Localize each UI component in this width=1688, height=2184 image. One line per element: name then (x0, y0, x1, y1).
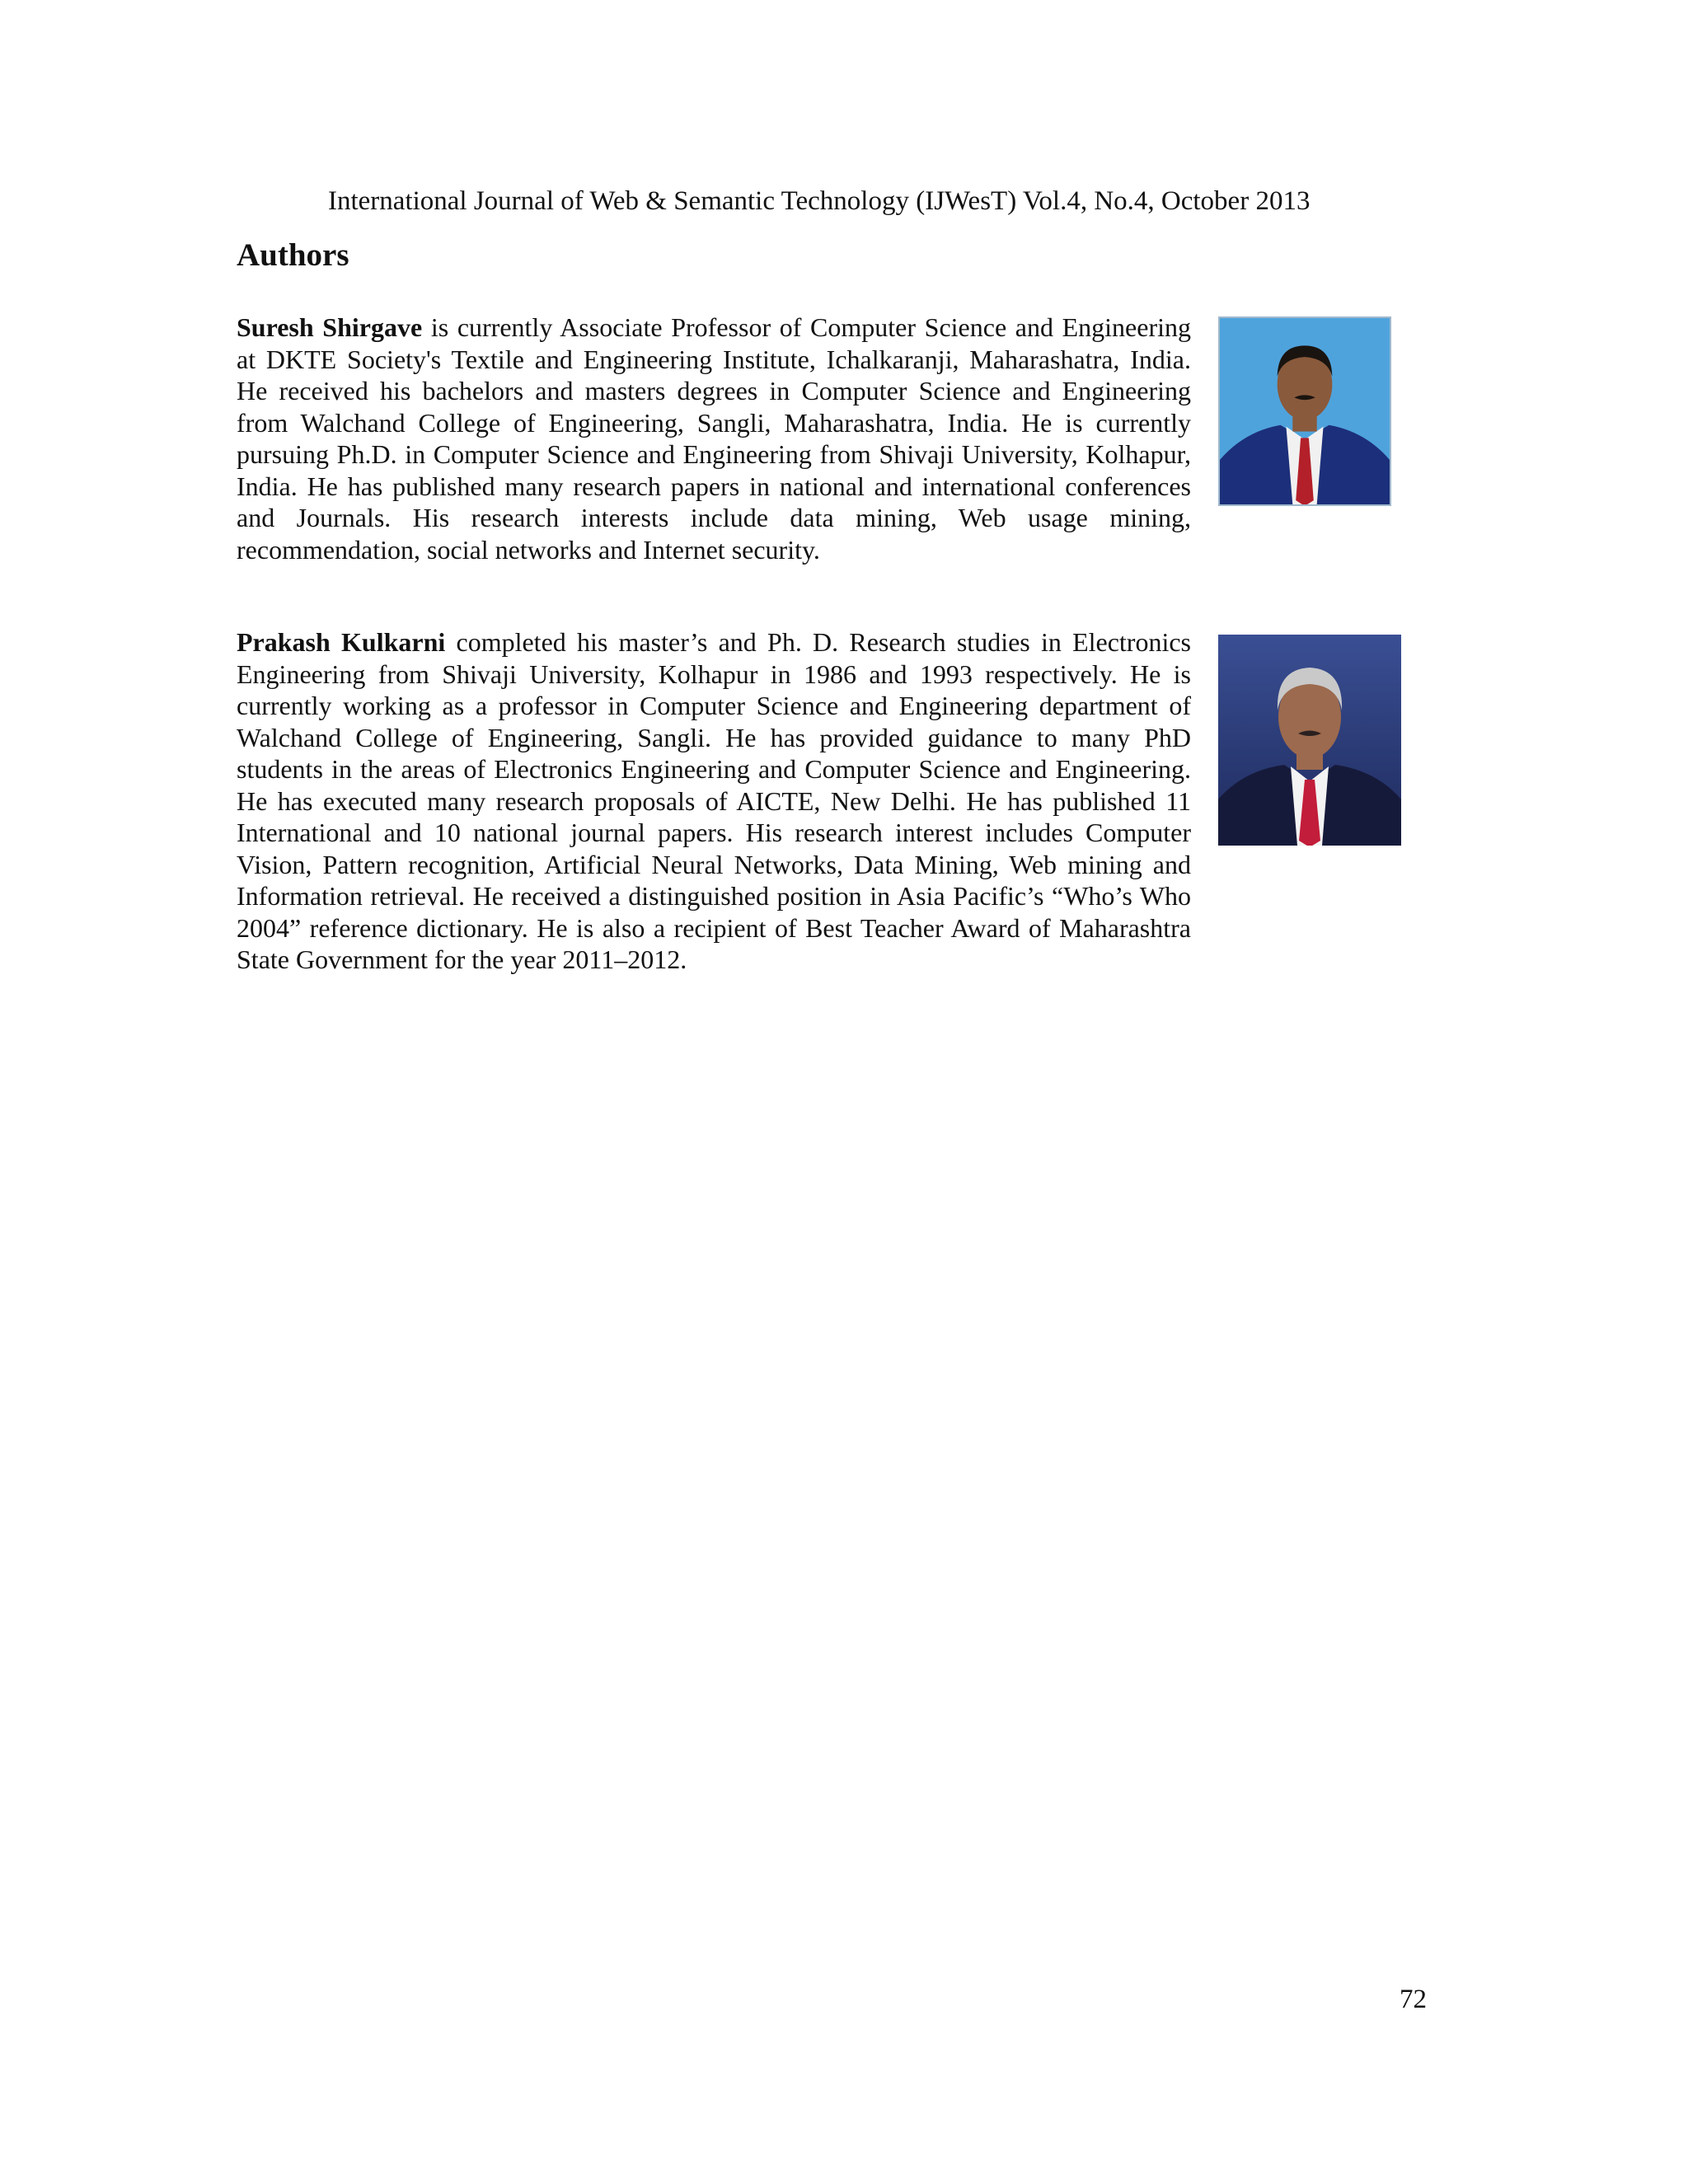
author-name-1: Suresh Shirgave (237, 312, 423, 342)
running-header: International Journal of Web & Semantic Technology (IJWesT) Vol.4, No.4, October 2013 (328, 186, 1311, 216)
author-photo-1 (1218, 316, 1391, 506)
page-number: 72 (1400, 1985, 1427, 2014)
author-bio-text-1: is currently Associate Professor of Computer Science and Engineering at DKTE Society's Textile and Engineering Institute, Ichalkaranji, Maharashatra, India. He received his bachelors and masters degrees in Computer Science and Engineering from Walchand College of Engineering, Sangli, Maharashatra, India. He is currently pursuing Ph.D. in Computer Science and Engineering from Shivaji University, Kolhapur, India. He has published many research papers in national and international conferences and Journals. His research interests include data mining, Web usage mining, recommendation, social networks and Internet security. (237, 312, 1192, 565)
author-photo-2 (1218, 635, 1401, 846)
author-bio-2 (237, 626, 1191, 976)
section-heading: Authors (237, 237, 349, 273)
author-name-2: Prakash Kulkarni (237, 627, 446, 657)
author-bio-text-2: completed his master’s and Ph. D. Research studies in Electronics Engineering from Shivaji University, Kolhapur in 1986 and 1993 respectively. He is currently working as a professor in Computer Science and Engineering department of Walchand College of Engineering, Sangli. He has provided guidance to many PhD students in the areas of Electronics Engineering and Computer Science and Engineering. He has executed many research proposals of AICTE, New Delhi. He has published 11 International and 10 national journal papers. His research interest includes Computer Vision, Pattern recognition, Artificial Neural Networks, Data Mining, Web mining and Information retrieval. He received a distinguished position in Asia Pacific’s “Who’s Who 2004” reference dictionary. He is also a recipient of Best Teacher Award of Maharashtra State Government for the year 2011–2012. (237, 627, 1192, 974)
author-bio-1 (237, 312, 1191, 565)
